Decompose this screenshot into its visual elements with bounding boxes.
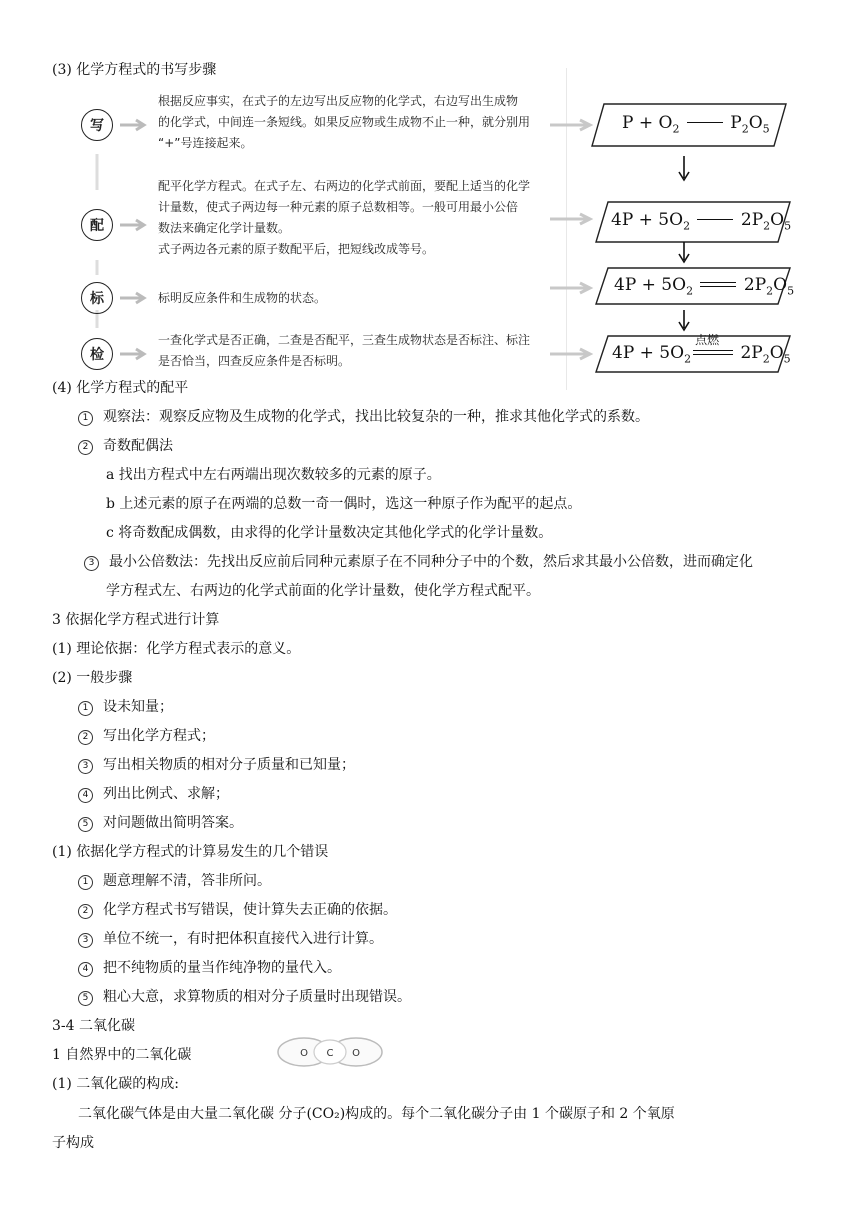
equation-coefficients: $4P + 5O_2$ $2P_2O_5$ (611, 210, 792, 233)
balancing-item-3-cont: 学方程式左、右两边的化学式前面的化学计量数，使化学方程式配平。 (106, 583, 540, 599)
odd-even-step-c: c 将奇数配成偶数，由求得的化学计量数决定其他化学式的化学计量数。 (106, 525, 553, 541)
composition-text-cont: 子构成 (52, 1135, 94, 1151)
section-3-heading: (3) 化学方程式的书写步骤 (52, 62, 217, 78)
equation-unbalanced: $P + O_2$ $P_2O_5$ (622, 113, 770, 136)
down-arrow-icon (677, 308, 691, 334)
general-step-2: 2 写出化学方程式； (78, 726, 215, 746)
step-check-badge: 检 (81, 338, 113, 370)
general-step-3: 3 写出相关物质的相对分子质量和已知量； (78, 755, 355, 775)
composition-text: 二氧化碳气体是由大量二氧化碳 分子(CO₂)构成的。每个二氧化碳分子由 1 个碳原子和 2 个氧原 (78, 1106, 675, 1122)
general-step-4: 4 列出比例式、求解； (78, 784, 229, 804)
circled-number-icon: 3 (78, 933, 93, 948)
error-item-5: 5 粗心大意，求算物质的相对分子质量时出现错误。 (78, 987, 411, 1007)
circled-number-icon: 1 (78, 411, 93, 426)
composition-heading: (1) 二氧化碳的构成: (52, 1076, 179, 1092)
error-item-4: 4 把不纯物质的量当作纯净物的量代入。 (78, 958, 341, 978)
circled-number-icon: 3 (84, 556, 99, 571)
molecule-label: O (352, 1048, 360, 1059)
circled-number-icon: 5 (78, 817, 93, 832)
step-write-badge: 写 (81, 109, 113, 141)
circled-number-icon: 2 (78, 440, 93, 455)
odd-even-step-a: a 找出方程式中左右两端出现次数较多的元素的原子。 (106, 467, 441, 483)
odd-even-step-b: b 上述元素的原子在两端的总数一奇一偶时，选这一种原子作为配平的起点。 (106, 496, 582, 512)
figure-divider (566, 68, 567, 390)
general-step-1: 1 设未知量； (78, 697, 173, 717)
circled-number-icon: 4 (78, 962, 93, 977)
calc-heading: 3 依据化学方程式进行计算 (52, 612, 220, 628)
step-arrow-icon (118, 118, 152, 132)
circled-number-icon: 4 (78, 788, 93, 803)
error-item-1: 1 题意理解不清，答非所问。 (78, 871, 271, 891)
circled-number-icon: 2 (78, 904, 93, 919)
gray-arrow-icon (548, 212, 598, 226)
down-arrow-icon (677, 154, 691, 184)
balancing-item-1: 1 观察法：观察反应物及生成物的化学式，找出比较复杂的一种，推求其他化学式的系数。 (78, 407, 649, 427)
co2-section-heading: 3-4 二氧化碳 (52, 1018, 135, 1034)
section-4-heading: (4) 化学方程式的配平 (52, 380, 189, 396)
circled-number-icon: 5 (78, 991, 93, 1006)
theory-basis: (1) 理论依据：化学方程式表示的意义。 (52, 641, 301, 657)
condition-label: 点燃 (695, 333, 720, 347)
co2-molecule-icon (274, 1036, 386, 1068)
step-balance-text: 配平化学方程式。在式子左、右两边的化学式前面，要配上适当的化学 计量数，使式子两边每一种元素的原子总数相等。一般可用最小公倍 数法来确定化学计量数。 式子两边各元素的原子数配平后，把短线改成等号。 (158, 179, 531, 256)
step-mark-text: 标明反应条件和生成物的状态。 (158, 291, 327, 305)
error-item-2: 2 化学方程式书写错误，使计算失去正确的依据。 (78, 900, 397, 920)
errors-heading: (1) 依据化学方程式的计算易发生的几个错误 (52, 844, 329, 860)
balancing-item-2: 2 奇数配偶法 (78, 436, 173, 456)
gray-arrow-icon (548, 281, 598, 295)
step-arrow-icon (118, 291, 152, 305)
gray-arrow-icon (548, 347, 598, 361)
equation-final: $4P + 5O_2$ 点燃 $2P_2O_5$ (612, 333, 791, 366)
step-mark-badge: 标 (81, 282, 113, 314)
circled-number-icon: 1 (78, 701, 93, 716)
general-steps-heading: (2) 一般步骤 (52, 670, 133, 686)
general-step-5: 5 对问题做出简明答案。 (78, 813, 243, 833)
molecule-label: O (300, 1048, 308, 1059)
step-arrow-icon (118, 218, 152, 232)
circled-number-icon: 1 (78, 875, 93, 890)
step-check-text: 一查化学式是否正确，二查是否配平，三查生成物状态是否标注、标注 是否恰当，四查反应条件是否标明。 (158, 333, 531, 368)
error-item-3: 3 单位不统一，有时把体积直接代入进行计算。 (78, 929, 383, 949)
step-arrow-icon (118, 347, 152, 361)
balancing-item-3: 3 最小公倍数法：先找出反应前后同种元素原子在不同种分子中的个数，然后求其最小公倍数，进而确定化 (84, 552, 753, 572)
down-arrow-icon (677, 240, 691, 266)
circled-number-icon: 2 (78, 730, 93, 745)
step-balance-badge: 配 (81, 209, 113, 241)
circled-number-icon: 3 (78, 759, 93, 774)
nature-heading: 1 自然界中的二氧化碳 (52, 1047, 192, 1063)
molecule-label: C (326, 1048, 334, 1059)
equation-balanced: $4P + 5O_2$ $2P_2O_5$ (614, 275, 795, 298)
step-write-text: 根据反应事实，在式子的左边写出反应物的化学式，右边写出生成物 的化学式，中间连一条短线。如果反应物或生成物不止一种，就分别用 “+”号连接起来。 (158, 94, 531, 150)
